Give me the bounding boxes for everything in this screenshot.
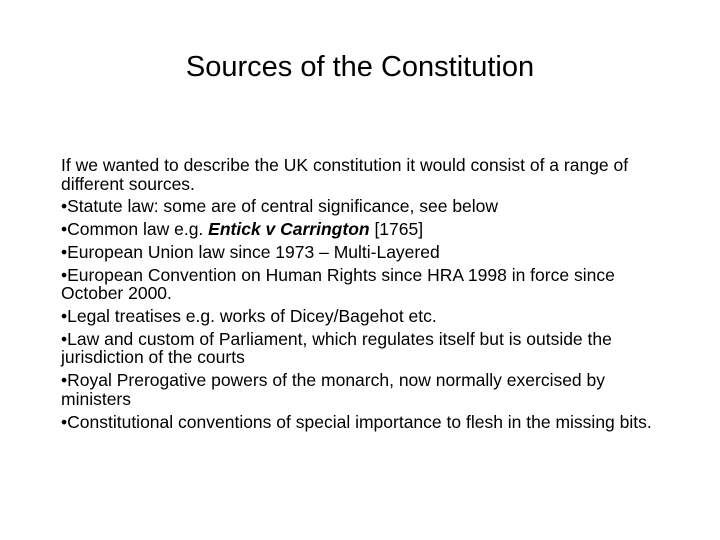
- case-name: Entick v Carrington: [208, 219, 370, 240]
- bullet-royal-prerogative: •Royal Prerogative powers of the monarch, now normally exercised by ministers: [61, 370, 606, 409]
- bullet-common-law: [61, 220, 671, 239]
- common-law-suffix: [1765]: [369, 219, 424, 240]
- bullet-legal-treatises: •Legal treatises e.g. works of Dicey/Bagehot etc.: [61, 306, 437, 327]
- bullet-statute-law: •Statute law: some are of central significance, see below: [61, 196, 499, 217]
- bullet-conventions: •Constitutional conventions of special importance to flesh in the missing bits.: [61, 411, 652, 432]
- common-law-prefix: •Common law e.g.: [61, 219, 209, 240]
- bullet-echr: •European Convention on Human Rights since HRA 1998 in force since October 2000.: [61, 264, 615, 304]
- bullet-parliament: •Law and custom of Parliament, which regulates itself but is outside the jurisdiction of the courts: [61, 328, 612, 368]
- bullet-eu-law: •European Union law since 1973 – Multi-Layered: [61, 241, 440, 262]
- intro-paragraph: If we wanted to describe the UK constitution it would consist of a range of different sources.: [61, 155, 629, 194]
- slide-body: [61, 156, 671, 435]
- slide-title: Sources of the Constitution: [185, 51, 535, 83]
